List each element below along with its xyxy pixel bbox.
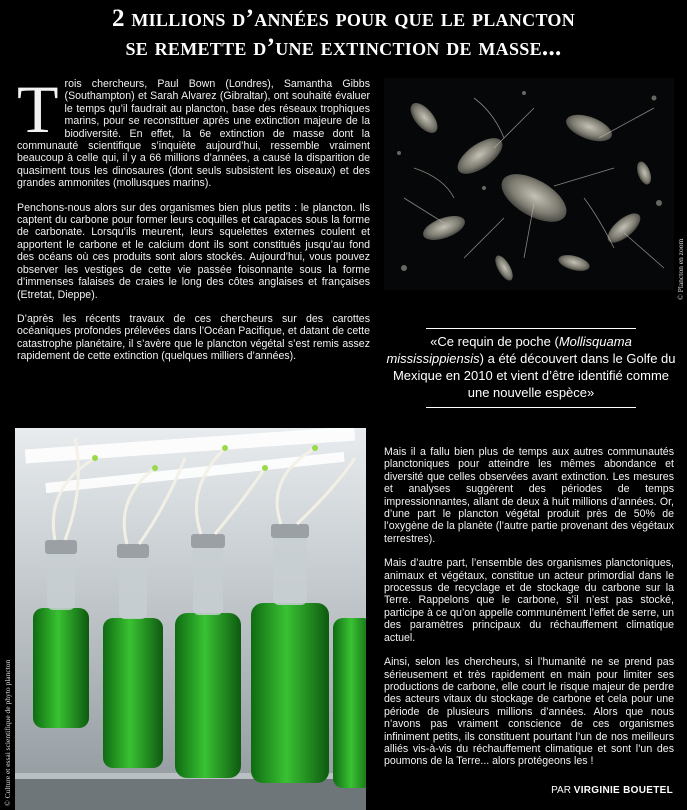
- plankton-photo: [384, 78, 674, 290]
- quote-rule-top: [426, 328, 636, 329]
- byline: [551, 785, 673, 796]
- title-line-1: 2 millions d’années pour que le plancton: [111, 5, 576, 32]
- plankton-photo-credit: © Plancton en zoom: [676, 238, 685, 300]
- intro-paragraph-1: Trois chercheurs, Paul Bown (Londres), Samantha Gibbs (Southampton) et Sarah Alvarez (Gibraltar), ont souhaité évaluer le temps qu’il faudrait au plancton, base des réseaux trophiques marins, pour se reconstituer après une extinction majeure de la biodiversité. En effet, la 6e extinction de masse dont la communauté scientifique s’inquiète aujourd’hui, ressemble vraiment beaucoup à celle qui, il y a 66 millions d’années, a causé la disparition de quasiment tous les dinosaures (dont seuls subsistent les oiseaux) et des grandes ammonites (mollusques marins).: [17, 71, 370, 190]
- culture-photo: [15, 428, 366, 810]
- body-paragraph-1: Mais il a fallu bien plus de temps aux autres communautés planctoniques pour atteindre les mêmes abondance et diversité que celles observées avant extinction. Les mesures et analyses suggèrent des périodes de temps impressionnantes, allant de deux à huit millions d’années. Or, d’une part le plancton végétal produit près de 50% de l’oxygène de la planète (l’autre partie provenant des végétaux terrestres).: [384, 446, 674, 545]
- intro-paragraph-3: D’après les récents travaux de ces chercheurs sur des carottes océaniques profondes prélevées dans l’Océan Pacifique, et datant de cette catastrophe planétaire, il s’avère que le plancton végétal s’est remis assez rapidement de cette extinction (quelques milliers d’années).: [17, 312, 370, 363]
- quote-text: «Ce requin de poche (Mollisquama mississippiensis) a été découvert dans le Golfe du Mexique en 2010 et vient d’être identifié comme une nouvelle espèce»: [386, 334, 676, 400]
- body-paragraph-3: Ainsi, selon les chercheurs, si l’humanité ne se prend pas sérieusement et très rapidement en main pour limiter ses productions de carbone, elle court le risque majeur de perdre des acteurs vitaux du stockage de carbone et cela pour une période de plusieurs millions d’années. Alors que nous n’avons pas vraiment conscience de ces organismes infiniment petits, ils constituent pourtant l’un de nos meilleurs alliés vis-à-vis du réchauffement climatique et sont l’un des poumons de la Terre... alors protégeons les !: [384, 656, 674, 768]
- culture-illustration: [15, 428, 366, 810]
- plankton-illustration: [384, 78, 674, 290]
- byline-prefix: PAR: [551, 785, 571, 796]
- title-line-2: se remette d’une extinction de masse...: [125, 34, 562, 61]
- intro-column: [17, 71, 370, 375]
- byline-author: VIRGINIE BOUETEL: [573, 785, 673, 796]
- body-paragraph-2: Mais d’autre part, l’ensemble des organismes planctoniques, animaux et végétaux, constitue un acteur primordial dans le processus de recyclage et de stockage du carbone sur la Terre. Rappelons que le carbone, s’il n’est pas stocké, participe à ce qu’on appelle communément l’effet de serre, un des paramètres principaux du réchauffement climatique actuel.: [384, 557, 674, 644]
- intro-paragraph-2: Penchons-nous alors sur des organismes bien plus petits : le plancton. Ils captent du carbone pour former leurs coquilles et carapaces sous la forme de carbonate. Lorsqu’ils meurent, leurs squelettes externes coulent et apportent le carbone et le calcium dont ils sont constitués jusqu’au fond des océans où ces produits sont alors stockés. Aujourd’hui, vous pouvez observer les vestiges de cette vie passée foisonnante sous la forme d’immenses falaises de craies le long des côtes anglaises et françaises (Etretat, Dieppe).: [17, 201, 370, 301]
- quote-species: Mollisquama mississippiensis: [386, 334, 632, 366]
- pull-quote: [384, 328, 678, 408]
- culture-photo-credit: © Culture et essai scientifique de phyto plancton: [3, 659, 12, 806]
- article-title: [0, 4, 687, 62]
- body-column: [384, 446, 674, 780]
- drop-cap: T: [17, 71, 59, 147]
- quote-rule-bottom: [426, 407, 636, 408]
